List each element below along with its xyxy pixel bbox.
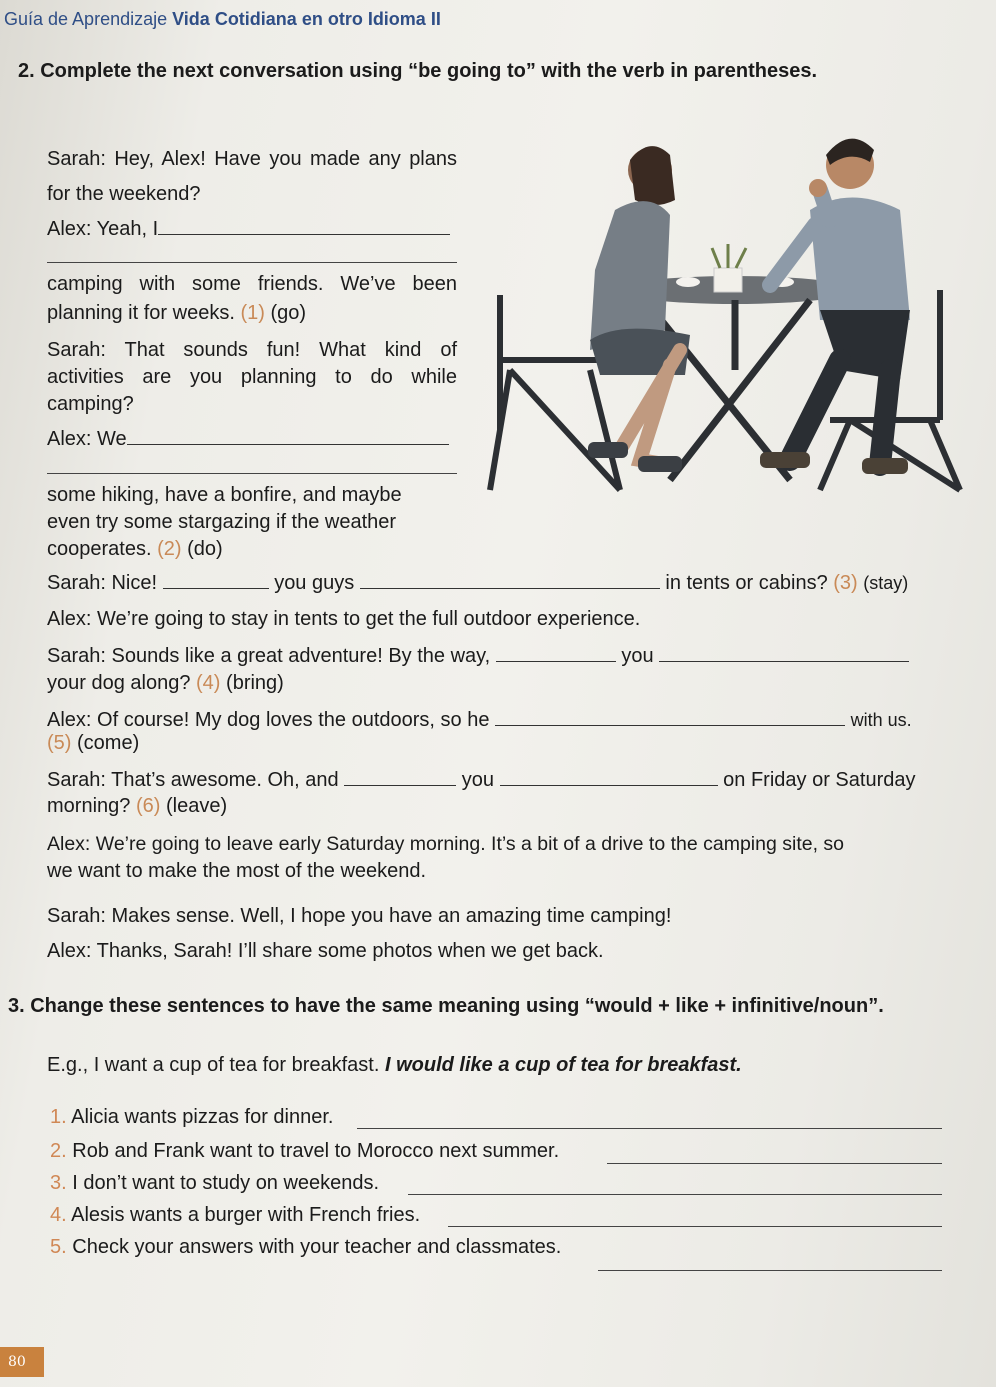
dialogue-line-11: even try some stargazing if the weather: [47, 511, 397, 533]
dialogue-text: you: [621, 645, 654, 667]
answer-blank-4a[interactable]: [496, 643, 616, 662]
question-number-4: (4): [196, 672, 221, 694]
dialogue-text: Sarah: That’s awesome. Oh, and: [47, 769, 339, 791]
dialogue-text: you guys: [274, 572, 355, 594]
dialogue-line-17: [47, 707, 912, 734]
header-prefix: Guía de Aprendizaje: [4, 9, 173, 29]
dialogue-line-22: we want to make the most of the weekend.: [47, 860, 427, 882]
dialogue-text: you: [461, 769, 495, 791]
answer-blank-2a[interactable]: [127, 426, 449, 445]
dialogue-text: morning?: [47, 795, 131, 817]
dialogue-text: Sarah: Sounds like a great adventure! By the way,: [47, 645, 491, 667]
dialogue-text: planning it for weeks.: [47, 302, 235, 324]
dialogue-line-9: [47, 426, 449, 453]
question-number-3: (3): [833, 572, 858, 594]
answer-blank-1a[interactable]: [158, 216, 450, 235]
answer-blank-5[interactable]: [495, 707, 845, 726]
answer-blank-3b[interactable]: [360, 570, 660, 589]
dialogue-text: on Friday or Saturday: [723, 769, 916, 791]
dialogue-text: Sarah: Nice!: [47, 572, 158, 594]
dialogue-line-15: [47, 643, 909, 670]
dialogue-line-5: [47, 300, 306, 327]
dialogue-text: your dog along?: [47, 672, 191, 694]
item-text: Alesis wants a burger with French fries.: [71, 1204, 421, 1226]
dialogue-line-20: [47, 793, 227, 820]
answer-line-item-1[interactable]: [357, 1128, 942, 1129]
dialogue-line-19: [47, 767, 915, 794]
dialogue-text: in tents or cabins?: [665, 572, 828, 594]
dialogue-text: Alex: We: [47, 428, 127, 450]
question-number-6: (6): [135, 795, 161, 817]
verb-hint-go: (go): [270, 302, 307, 324]
section-2-title: 2. Complete the next conversation using “be going to” with the verb in parentheses.: [18, 60, 818, 82]
answer-line-item-5[interactable]: [598, 1270, 942, 1271]
example-prompt: E.g., I want a cup of tea for breakfast.: [47, 1054, 385, 1076]
question-number-2: (2): [157, 538, 182, 560]
item-number: 4.: [50, 1204, 67, 1226]
item-number: 3.: [50, 1172, 67, 1194]
dialogue-line-23: Sarah: Makes sense. Well, I hope you have an amazing time camping!: [47, 905, 672, 927]
answer-line-item-4[interactable]: [448, 1226, 942, 1227]
dialogue-line-21: Alex: We’re going to leave early Saturday morning. It’s a bit of a drive to the camping site, so: [47, 833, 845, 855]
verb-hint-come: (come): [77, 732, 140, 754]
verb-hint-do: (do): [187, 538, 223, 560]
dialogue-line-6: Sarah: That sounds fun! What kind of: [47, 339, 457, 361]
couple-at-table-illustration: [470, 120, 970, 510]
answer-blank-2b[interactable]: [47, 473, 457, 474]
item-text: Check your answers with your teacher and classmates.: [72, 1236, 562, 1258]
exercise-item-5: [50, 1234, 561, 1261]
section-3-example: [47, 1052, 742, 1079]
example-answer: I would like a cup of tea for breakfast.: [384, 1054, 742, 1076]
item-text: Alicia wants pizzas for dinner.: [71, 1106, 334, 1128]
dialogue-line-1: Sarah: Hey, Alex! Have you made any plans: [47, 148, 457, 170]
exercise-item-2: [50, 1138, 559, 1165]
header-subject: Vida Cotidiana en otro Idioma II: [172, 9, 441, 29]
dialogue-line-2: for the weekend?: [47, 183, 201, 205]
dialogue-line-13: [47, 570, 908, 597]
item-text: I don’t want to study on weekends.: [72, 1172, 380, 1194]
verb-hint-bring: (bring): [226, 672, 284, 694]
question-number-5: (5): [47, 732, 72, 754]
dialogue-line-3: [47, 216, 450, 243]
exercise-item-3: [50, 1170, 379, 1197]
answer-line-item-2[interactable]: [607, 1163, 942, 1164]
answer-blank-4b[interactable]: [659, 643, 909, 662]
dialogue-line-4: camping with some friends. We’ve been: [47, 273, 457, 295]
answer-blank-6b[interactable]: [500, 767, 718, 786]
exercise-item-1: [50, 1104, 333, 1131]
item-number: 1.: [50, 1106, 67, 1128]
item-number: 5.: [50, 1236, 67, 1258]
dialogue-line-7: activities are you planning to do while: [47, 366, 457, 388]
section-3-title: 3. Change these sentences to have the same meaning using “would + like + infinitive/noun”.: [8, 995, 884, 1017]
page-number: 80: [0, 1347, 44, 1377]
dialogue-line-12: [47, 536, 223, 563]
dialogue-line-14: Alex: We’re going to stay in tents to get the full outdoor experience.: [47, 608, 641, 630]
dialogue-line-16: [47, 670, 284, 697]
verb-hint-leave: (leave): [165, 795, 228, 817]
dialogue-text: with us.: [850, 710, 912, 730]
answer-line-item-3[interactable]: [408, 1194, 942, 1195]
answer-blank-6a[interactable]: [344, 767, 456, 786]
dialogue-line-18: [47, 730, 139, 757]
answer-blank-3a[interactable]: [163, 570, 269, 589]
dialogue-line-10: some hiking, have a bonfire, and maybe: [47, 484, 402, 506]
dialogue-line-24: Alex: Thanks, Sarah! I’ll share some photos when we get back.: [47, 940, 604, 962]
verb-hint-stay: (stay): [863, 573, 909, 593]
item-text: Rob and Frank want to travel to Morocco next summer.: [72, 1140, 560, 1162]
dialogue-line-8: camping?: [47, 393, 134, 415]
dialogue-text: Alex: Yeah, I: [47, 218, 159, 240]
exercise-item-4: [50, 1202, 420, 1229]
dialogue-text: cooperates.: [47, 538, 152, 560]
answer-blank-1b[interactable]: [47, 262, 457, 263]
dialogue-text: Alex: Of course! My dog loves the outdoors, so he: [47, 709, 490, 731]
item-number: 2.: [50, 1140, 67, 1162]
question-number-1: (1): [240, 302, 265, 324]
page-header: [4, 6, 441, 33]
